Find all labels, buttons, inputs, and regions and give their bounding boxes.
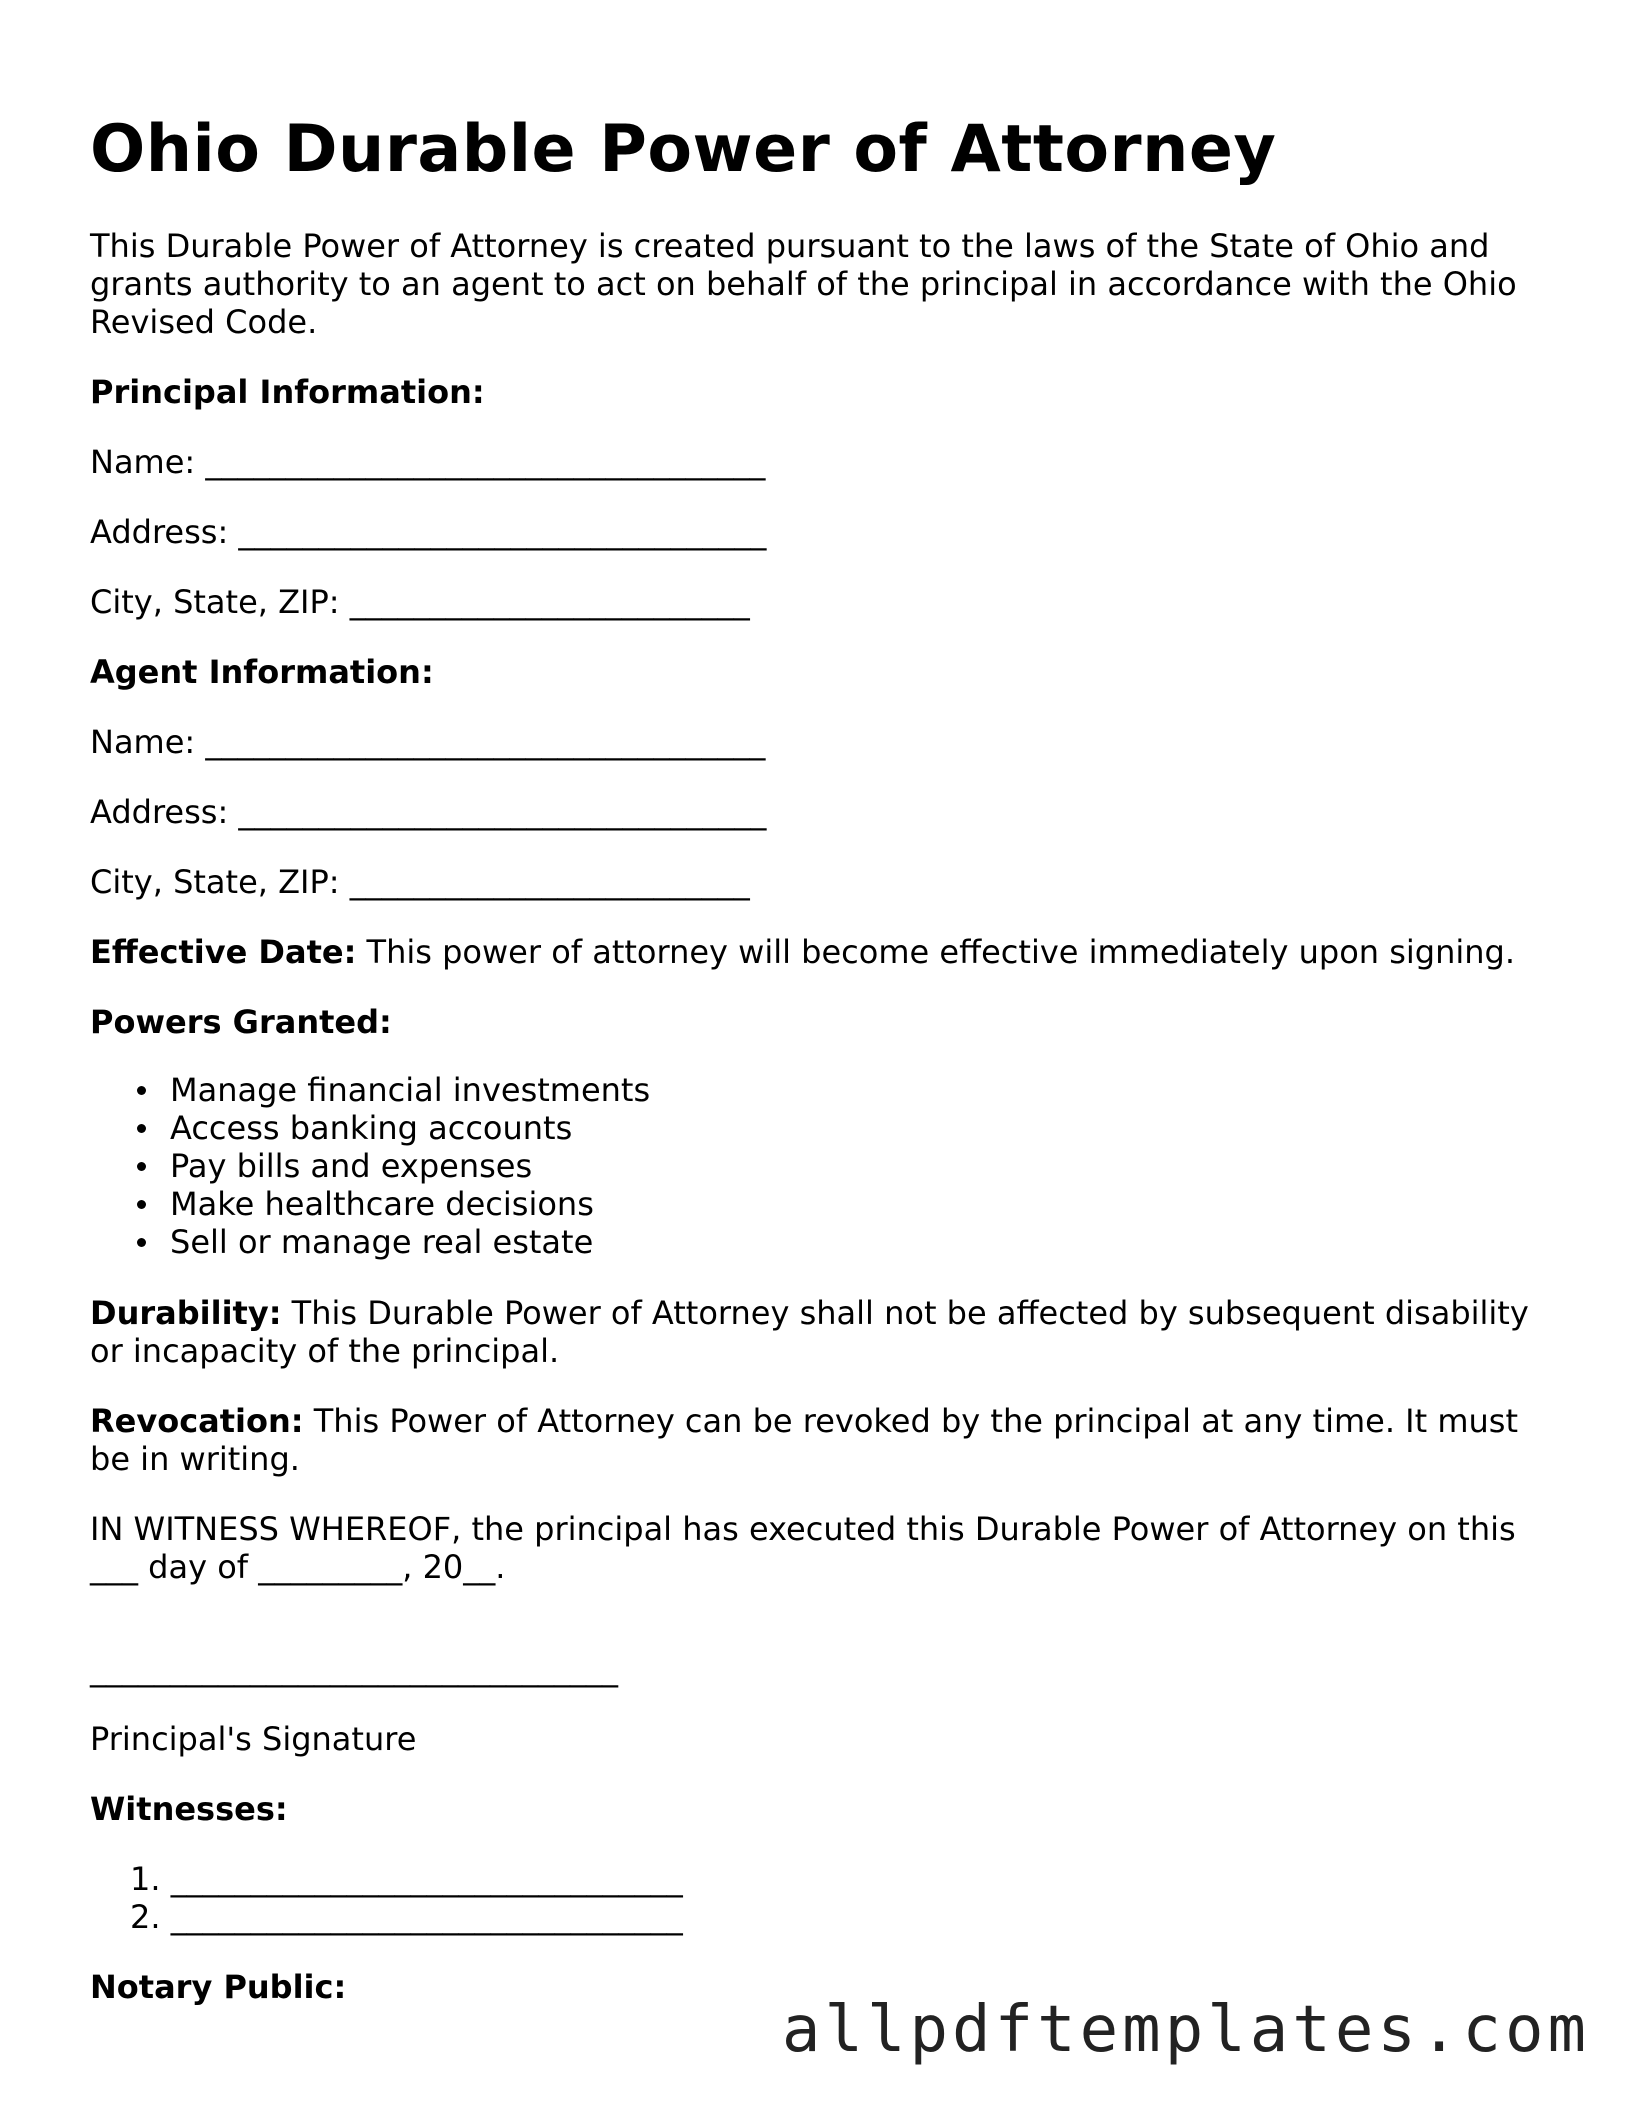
power-item: Access banking accounts <box>170 1109 1550 1147</box>
power-item: Pay bills and expenses <box>170 1147 1550 1185</box>
witness-line: 2. ________________________________ <box>130 1898 683 1936</box>
witnesses-heading: Witnesses: <box>90 1790 288 1828</box>
watermark-text: allpdftemplates.com <box>781 1993 1590 2067</box>
effective-date-paragraph <box>90 933 1550 971</box>
agent-address-field: Address: _________________________________ <box>90 793 767 831</box>
principal-name-field: Name: ___________________________________ <box>90 443 766 481</box>
durability-paragraph <box>90 1294 1550 1370</box>
effective-date-label: Effective Date: <box>90 933 357 971</box>
revocation-label: Revocation: <box>90 1402 304 1440</box>
principal-signature-line: _________________________________ <box>90 1650 618 1688</box>
durability-label: Durability: <box>90 1294 282 1332</box>
durability-text: This Durable Power of Attorney shall not be affected by subsequent disability or incapacity of the principal. <box>90 1294 1529 1370</box>
intro-paragraph: This Durable Power of Attorney is created pursuant to the laws of the State of Ohio and grants authority to an agent to act on behalf of the principal in accordance with the Ohio Revised Code. <box>90 227 1517 341</box>
principal-city-field: City, State, ZIP: _________________________ <box>90 583 750 621</box>
principal-heading: Principal Information: <box>90 373 485 411</box>
agent-heading: Agent Information: <box>90 653 434 691</box>
witnesses-list <box>90 1860 1550 1936</box>
powers-heading: Powers Granted: <box>90 1003 392 1041</box>
power-item: Make healthcare decisions <box>170 1185 1550 1223</box>
document-title: Ohio Durable Power of Attorney <box>90 112 1277 187</box>
witness-clause: IN WITNESS WHEREOF, the principal has executed this Durable Power of Attorney on this ___ day of _________, 20__. <box>90 1510 1516 1586</box>
document-page <box>90 110 1550 2038</box>
agent-city-field: City, State, ZIP: _________________________ <box>90 863 750 901</box>
revocation-text: This Power of Attorney can be revoked by the principal at any time. It must be in writing. <box>90 1402 1518 1478</box>
powers-list <box>90 1071 1550 1261</box>
power-item: Manage financial investments <box>170 1071 1550 1109</box>
principal-address-field: Address: _________________________________ <box>90 513 767 551</box>
revocation-paragraph <box>90 1402 1550 1478</box>
notary-heading: Notary Public: <box>90 1968 347 2006</box>
power-item: Sell or manage real estate <box>170 1223 1550 1261</box>
principal-signature-label: Principal's Signature <box>90 1720 417 1758</box>
witness-line: 1. ________________________________ <box>130 1860 683 1898</box>
effective-date-text: This power of attorney will become effective immediately upon signing. <box>356 933 1516 971</box>
spacer <box>90 1618 1550 1650</box>
agent-name-field: Name: ___________________________________ <box>90 723 766 761</box>
